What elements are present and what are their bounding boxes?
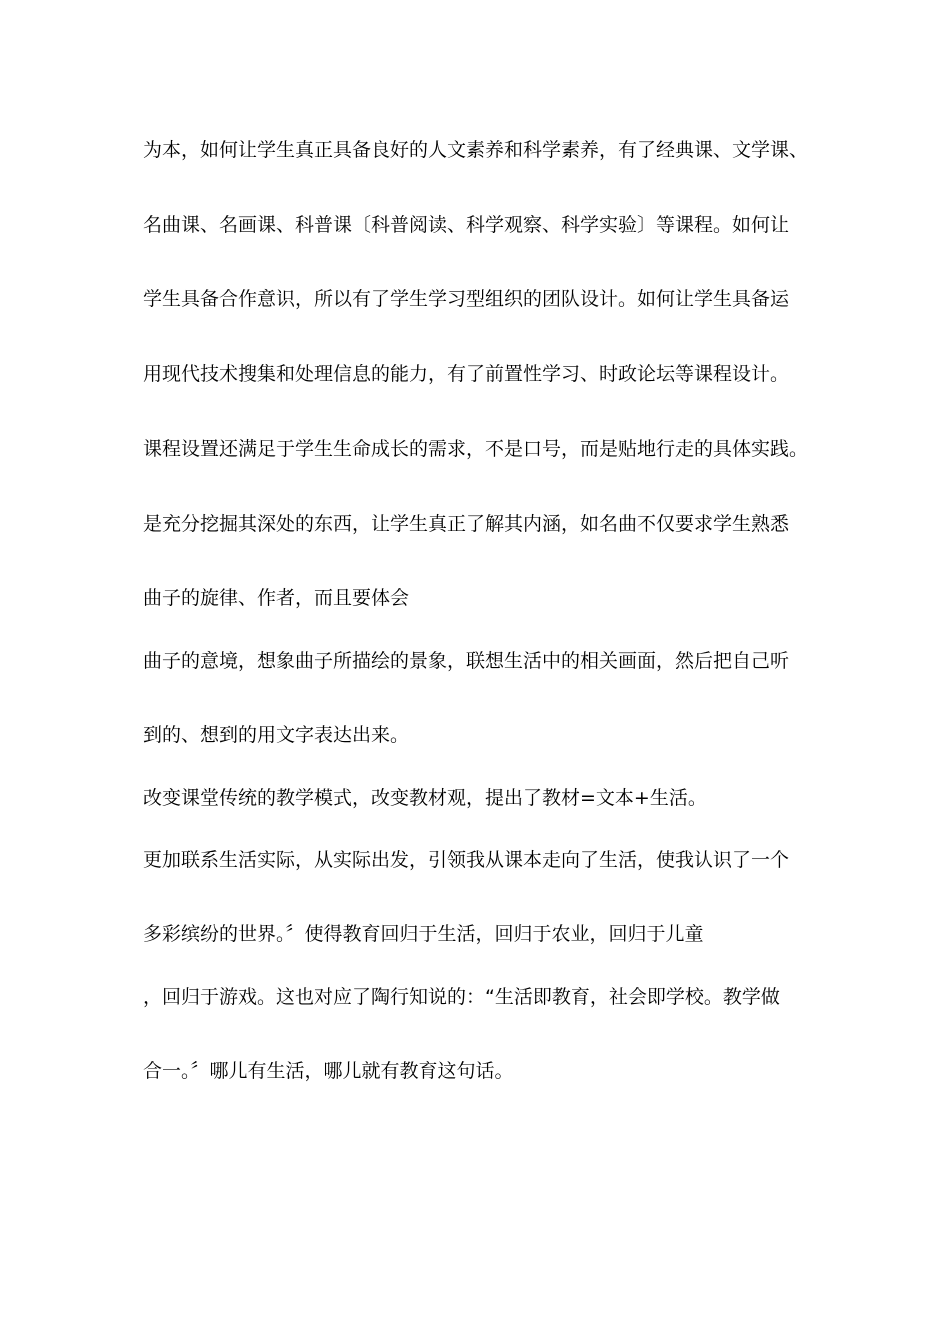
- text-line: 曲子的意境，想象曲子所描绘的景象，联想生活中的相关画面，然后把自己听: [143, 650, 790, 672]
- text-line: 曲子的旋律、作者，而且要体会: [143, 587, 410, 609]
- text-line: 改变课堂传统的教学模式，改变教材观，提出了教材=文本+生活。: [143, 787, 707, 809]
- text-line: 为本，如何让学生真正具备良好的人文素养和科学素养，有了经典课、文学课、: [143, 139, 809, 161]
- text-line: 名曲课、名画课、科普课〔科普阅读、科学观察、科学实验〕等课程。如何让: [143, 214, 790, 236]
- text-line: 多彩缤纷的世界。〞使得教育回归于生活，回归于农业，回归于儿童: [143, 923, 704, 945]
- text-line: 是充分挖掘其深处的东西，让学生真正了解其内涵，如名曲不仅要求学生熟悉: [143, 513, 790, 535]
- text-line: 课程设置还满足于学生生命成长的需求，不是口号，而是贴地行走的具体实践。: [143, 438, 809, 460]
- text-line: ，回归于游戏。这也对应了陶行知说的：“生活即教育，社会即学校。教学做: [143, 986, 780, 1008]
- text-line: 用现代技术搜集和处理信息的能力，有了前置性学习、时政论坛等课程设计。: [143, 363, 790, 385]
- text-line: 合一。〞哪儿有生活，哪儿就有教育这句话。: [143, 1060, 514, 1082]
- text-line: 学生具备合作意识，所以有了学生学习型组织的团队设计。如何让学生具备运: [143, 288, 790, 310]
- text-line: 到的、想到的用文字表达出来。: [143, 724, 410, 746]
- text-line: 更加联系生活实际，从实际出发，引领我从课本走向了生活，使我认识了一个: [143, 849, 790, 871]
